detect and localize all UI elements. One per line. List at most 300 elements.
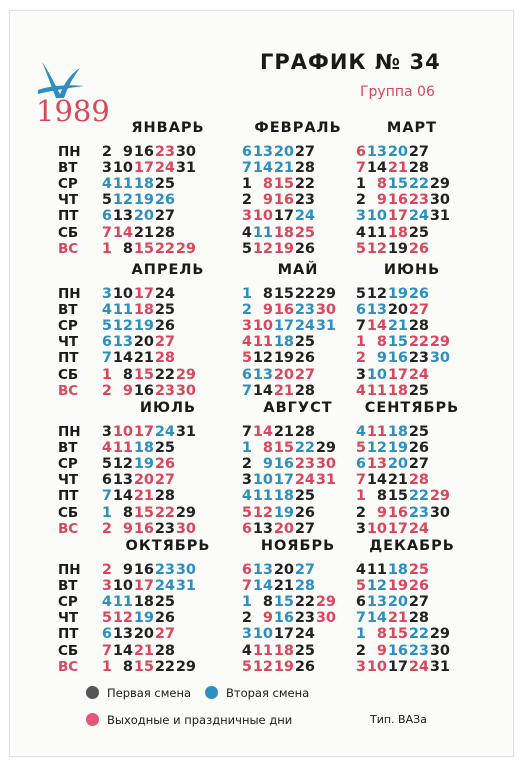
day-number: 19 [273, 240, 294, 257]
day-number: 9 [262, 192, 273, 209]
day-number: 11 [112, 176, 133, 193]
day-number: 8 [262, 594, 273, 611]
day-number: 25 [294, 334, 315, 351]
day-number: 15 [273, 176, 294, 193]
day-number: 9 [376, 642, 387, 659]
day-number: 3 [355, 520, 366, 537]
day-number: 23 [294, 610, 315, 627]
day-number: 3 [355, 366, 366, 383]
day-number: 3 [241, 472, 252, 489]
day-number: 3 [241, 208, 252, 225]
day-number: 12 [366, 578, 387, 595]
day-number: 6 [241, 144, 252, 160]
holiday-dot-icon [86, 713, 99, 726]
day-number: 20 [273, 562, 294, 578]
day-number: 24 [154, 424, 175, 440]
day-number: 19 [387, 286, 408, 302]
day-label: ПН [58, 424, 81, 440]
day-number: 6 [355, 144, 366, 160]
day-number: 1 [101, 366, 112, 383]
day-number: 22 [294, 176, 315, 193]
day-number: 22 [408, 334, 429, 351]
day-number: 17 [133, 286, 154, 302]
day-number: 12 [112, 318, 133, 335]
day-number: 26 [294, 658, 315, 675]
day-number: 20 [273, 520, 294, 537]
day-number: 5 [101, 192, 112, 209]
day-label: ПТ [58, 350, 79, 367]
day-number: 13 [366, 144, 387, 160]
day-number: 18 [273, 224, 294, 241]
day-number: 28 [408, 610, 429, 627]
day-number: 23 [154, 144, 175, 160]
day-number: 24 [294, 318, 315, 335]
day-number: 16 [387, 192, 408, 209]
day-number: 14 [252, 382, 273, 399]
day-number: 3 [101, 578, 112, 595]
day-number: 21 [387, 160, 408, 177]
day-number: 8 [262, 440, 273, 457]
day-number: 1 [241, 440, 252, 457]
day-number: 21 [133, 224, 154, 241]
day-number: 29 [175, 658, 196, 675]
day-number: 10 [112, 578, 133, 595]
month-name: ФЕВРАЛЬ [254, 120, 342, 136]
day-number: 21 [133, 642, 154, 659]
day-number: 21 [133, 488, 154, 505]
day-number: 10 [366, 658, 387, 675]
day-number: 9 [376, 504, 387, 521]
day-number: 19 [273, 350, 294, 367]
day-number: 24 [294, 472, 315, 489]
day-number: 2 [241, 456, 252, 473]
day-number: 4 [355, 562, 366, 578]
day-number: 6 [241, 562, 252, 578]
day-number: 21 [273, 160, 294, 177]
day-number: 3 [101, 424, 112, 440]
day-number: 5 [241, 350, 252, 367]
day-number: 13 [112, 334, 133, 351]
day-number: 16 [273, 192, 294, 209]
day-number: 9 [122, 520, 133, 537]
day-number: 7 [241, 424, 252, 440]
day-number: 12 [252, 504, 273, 521]
day-number: 7 [101, 642, 112, 659]
day-number: 30 [315, 610, 336, 627]
group-label: Группа 06 [360, 84, 435, 100]
day-number: 2 [241, 192, 252, 209]
day-number: 2 [241, 302, 252, 319]
day-number: 8 [122, 504, 133, 521]
day-number: 8 [376, 488, 387, 505]
day-number: 26 [408, 440, 429, 457]
day-number: 27 [408, 144, 429, 160]
day-number: 6 [101, 626, 112, 643]
day-number: 11 [252, 488, 273, 505]
day-number: 19 [133, 456, 154, 473]
day-number: 22 [154, 504, 175, 521]
day-number: 27 [154, 208, 175, 225]
day-number: 24 [294, 208, 315, 225]
day-number: 12 [112, 610, 133, 627]
day-number: 25 [154, 440, 175, 457]
day-number: 22 [408, 488, 429, 505]
day-number: 26 [154, 456, 175, 473]
day-number: 15 [133, 504, 154, 521]
first-shift-label: Первая смена [107, 686, 192, 700]
day-number: 2 [241, 610, 252, 627]
day-number: 21 [387, 472, 408, 489]
day-number: 20 [387, 594, 408, 611]
day-number: 16 [133, 382, 154, 399]
day-number: 27 [408, 456, 429, 473]
day-number: 28 [154, 224, 175, 241]
day-label: ПТ [58, 488, 79, 505]
day-number: 1 [241, 594, 252, 611]
day-number: 14 [112, 224, 133, 241]
day-number: 10 [112, 424, 133, 440]
day-number: 27 [154, 472, 175, 489]
day-number: 18 [133, 594, 154, 611]
day-number: 2 [355, 192, 366, 209]
day-number: 4 [241, 224, 252, 241]
day-number: 25 [408, 382, 429, 399]
day-number: 29 [315, 440, 336, 457]
day-number: 4 [355, 382, 366, 399]
day-number: 5 [101, 318, 112, 335]
day-number: 7 [101, 224, 112, 241]
day-number: 10 [366, 208, 387, 225]
day-number: 29 [315, 286, 336, 302]
day-number: 16 [387, 642, 408, 659]
day-number: 6 [101, 334, 112, 351]
day-number: 5 [355, 286, 366, 302]
day-number: 19 [273, 658, 294, 675]
day-number: 14 [112, 488, 133, 505]
day-number: 23 [154, 520, 175, 537]
day-number: 6 [101, 472, 112, 489]
day-number: 13 [366, 302, 387, 319]
printer-label: Тип. ВАЗа [370, 713, 427, 726]
day-number: 9 [262, 610, 273, 627]
day-number: 20 [133, 334, 154, 351]
day-number: 21 [273, 382, 294, 399]
day-number: 12 [366, 440, 387, 457]
day-number: 1 [355, 626, 366, 643]
day-number: 18 [273, 334, 294, 351]
month-name: СЕНТЯБРЬ [364, 400, 460, 416]
day-number: 15 [387, 334, 408, 351]
day-number: 28 [154, 488, 175, 505]
day-number: 30 [429, 642, 450, 659]
day-number: 15 [133, 240, 154, 257]
day-label: ПН [58, 562, 81, 578]
day-number: 18 [133, 176, 154, 193]
day-label: СБ [58, 224, 79, 241]
day-number: 10 [112, 160, 133, 177]
day-number: 29 [175, 366, 196, 383]
day-number: 16 [273, 302, 294, 319]
day-number: 8 [122, 366, 133, 383]
day-number: 5 [355, 240, 366, 257]
month-name: НОЯБРЬ [260, 538, 336, 554]
day-label: ВС [58, 240, 79, 257]
day-number: 25 [154, 176, 175, 193]
day-number: 16 [273, 610, 294, 627]
day-number: 24 [408, 658, 429, 675]
day-number: 7 [101, 350, 112, 367]
day-label: СР [58, 456, 78, 473]
day-number: 15 [387, 626, 408, 643]
day-number: 26 [154, 610, 175, 627]
day-number: 20 [133, 208, 154, 225]
day-number: 30 [175, 144, 196, 160]
day-label: СР [58, 594, 78, 611]
month-name: АВГУСТ [263, 400, 333, 416]
day-number: 30 [175, 520, 196, 537]
schedule-title: ГРАФИК № 34 [260, 50, 441, 74]
day-number: 16 [387, 504, 408, 521]
day-number: 22 [408, 626, 429, 643]
day-number: 10 [252, 472, 273, 489]
day-number: 18 [273, 488, 294, 505]
day-number: 12 [252, 350, 273, 367]
day-number: 21 [387, 610, 408, 627]
day-number: 13 [112, 626, 133, 643]
day-number: 4 [241, 642, 252, 659]
day-number: 4 [355, 224, 366, 241]
day-number: 6 [355, 594, 366, 611]
day-number: 11 [112, 440, 133, 457]
day-number: 28 [408, 160, 429, 177]
day-number: 18 [387, 382, 408, 399]
day-label: ПН [58, 144, 81, 160]
day-number: 13 [252, 366, 273, 383]
month-name: АПРЕЛЬ [131, 262, 205, 278]
day-number: 2 [101, 382, 112, 399]
day-number: 1 [241, 176, 252, 193]
day-number: 31 [315, 318, 336, 335]
day-number: 26 [154, 318, 175, 335]
day-number: 11 [366, 424, 387, 440]
day-number: 10 [252, 208, 273, 225]
day-number: 19 [387, 440, 408, 457]
day-number: 29 [429, 488, 450, 505]
day-number: 5 [241, 240, 252, 257]
day-label: ВТ [58, 440, 78, 457]
day-number: 27 [294, 144, 315, 160]
day-label: СБ [58, 642, 79, 659]
day-number: 27 [294, 366, 315, 383]
day-number: 13 [366, 456, 387, 473]
day-label: СР [58, 176, 78, 193]
day-label: ВТ [58, 302, 78, 319]
day-number: 17 [273, 208, 294, 225]
day-number: 13 [366, 594, 387, 611]
day-number: 15 [387, 176, 408, 193]
day-number: 18 [133, 302, 154, 319]
day-label: СБ [58, 504, 79, 521]
day-number: 11 [366, 382, 387, 399]
day-number: 1 [355, 488, 366, 505]
day-number: 29 [429, 334, 450, 351]
day-number: 31 [429, 658, 450, 675]
day-number: 8 [376, 626, 387, 643]
day-number: 17 [273, 626, 294, 643]
day-label: ПТ [58, 626, 79, 643]
day-number: 23 [294, 302, 315, 319]
day-label: ЧТ [58, 192, 79, 209]
day-number: 3 [241, 626, 252, 643]
day-number: 17 [133, 578, 154, 595]
day-number: 8 [262, 286, 273, 302]
day-number: 27 [294, 520, 315, 537]
day-number: 17 [387, 366, 408, 383]
day-number: 30 [175, 382, 196, 399]
day-number: 11 [252, 224, 273, 241]
month-name: ИЮЛЬ [139, 400, 197, 416]
day-number: 28 [294, 160, 315, 177]
day-number: 22 [294, 286, 315, 302]
day-number: 7 [241, 160, 252, 177]
day-number: 4 [101, 302, 112, 319]
day-number: 1 [101, 240, 112, 257]
day-number: 25 [294, 224, 315, 241]
day-number: 5 [241, 658, 252, 675]
day-number: 3 [241, 318, 252, 335]
day-number: 24 [154, 160, 175, 177]
day-number: 23 [294, 192, 315, 209]
day-number: 22 [154, 240, 175, 257]
day-number: 10 [112, 286, 133, 302]
day-number: 23 [154, 382, 175, 399]
day-number: 15 [273, 594, 294, 611]
day-number: 20 [387, 456, 408, 473]
day-number: 1 [101, 504, 112, 521]
day-number: 1 [101, 658, 112, 675]
day-number: 5 [101, 610, 112, 627]
day-number: 30 [429, 192, 450, 209]
day-number: 15 [133, 366, 154, 383]
day-number: 31 [175, 578, 196, 595]
day-number: 11 [252, 334, 273, 351]
day-number: 17 [133, 424, 154, 440]
day-number: 28 [294, 424, 315, 440]
day-number: 6 [355, 302, 366, 319]
day-number: 25 [408, 424, 429, 440]
day-number: 26 [154, 192, 175, 209]
day-number: 20 [133, 472, 154, 489]
day-number: 22 [154, 658, 175, 675]
day-number: 9 [376, 192, 387, 209]
day-number: 7 [355, 472, 366, 489]
day-number: 29 [315, 594, 336, 611]
day-number: 16 [133, 562, 154, 578]
day-number: 4 [241, 334, 252, 351]
day-number: 2 [101, 562, 112, 578]
day-number: 23 [294, 456, 315, 473]
day-number: 17 [387, 658, 408, 675]
day-number: 5 [101, 456, 112, 473]
day-number: 18 [387, 562, 408, 578]
day-number: 7 [355, 160, 366, 177]
day-number: 18 [387, 424, 408, 440]
day-number: 15 [273, 440, 294, 457]
day-label: ВС [58, 658, 79, 675]
day-number: 13 [112, 472, 133, 489]
day-number: 30 [315, 302, 336, 319]
day-label: ВТ [58, 578, 78, 595]
day-number: 15 [133, 658, 154, 675]
day-number: 3 [101, 160, 112, 177]
day-number: 10 [366, 520, 387, 537]
day-number: 9 [376, 350, 387, 367]
day-number: 31 [175, 424, 196, 440]
day-number: 18 [133, 440, 154, 457]
day-number: 17 [387, 208, 408, 225]
day-number: 29 [175, 504, 196, 521]
day-number: 15 [387, 488, 408, 505]
day-number: 28 [154, 642, 175, 659]
day-number: 19 [273, 504, 294, 521]
day-number: 11 [112, 594, 133, 611]
day-label: ПТ [58, 208, 79, 225]
day-number: 17 [273, 472, 294, 489]
day-number: 25 [294, 642, 315, 659]
day-number: 14 [366, 318, 387, 335]
day-number: 17 [133, 160, 154, 177]
day-label: ЧТ [58, 472, 79, 489]
day-number: 24 [408, 366, 429, 383]
day-number: 11 [366, 224, 387, 241]
day-number: 20 [387, 144, 408, 160]
day-number: 28 [294, 382, 315, 399]
day-number: 21 [387, 318, 408, 335]
day-number: 14 [252, 160, 273, 177]
day-number: 14 [112, 642, 133, 659]
day-number: 14 [252, 424, 273, 440]
day-number: 2 [355, 504, 366, 521]
day-number: 8 [122, 658, 133, 675]
month-name: МАЙ [277, 262, 319, 278]
day-number: 22 [408, 176, 429, 193]
second-shift-label: Вторая смена [226, 686, 310, 700]
day-number: 21 [273, 578, 294, 595]
day-number: 26 [408, 286, 429, 302]
day-number: 13 [252, 562, 273, 578]
day-number: 23 [408, 504, 429, 521]
day-number: 29 [429, 626, 450, 643]
day-number: 30 [429, 504, 450, 521]
day-number: 30 [315, 456, 336, 473]
day-number: 19 [387, 578, 408, 595]
day-number: 24 [154, 286, 175, 302]
day-number: 31 [175, 160, 196, 177]
day-number: 8 [376, 176, 387, 193]
day-number: 30 [175, 562, 196, 578]
day-number: 26 [294, 240, 315, 257]
day-number: 2 [101, 520, 112, 537]
day-number: 22 [294, 440, 315, 457]
day-number: 4 [101, 440, 112, 457]
day-number: 26 [408, 578, 429, 595]
day-number: 28 [154, 350, 175, 367]
day-number: 7 [355, 610, 366, 627]
day-number: 8 [376, 334, 387, 351]
day-number: 4 [101, 176, 112, 193]
day-number: 23 [408, 350, 429, 367]
day-number: 16 [387, 350, 408, 367]
